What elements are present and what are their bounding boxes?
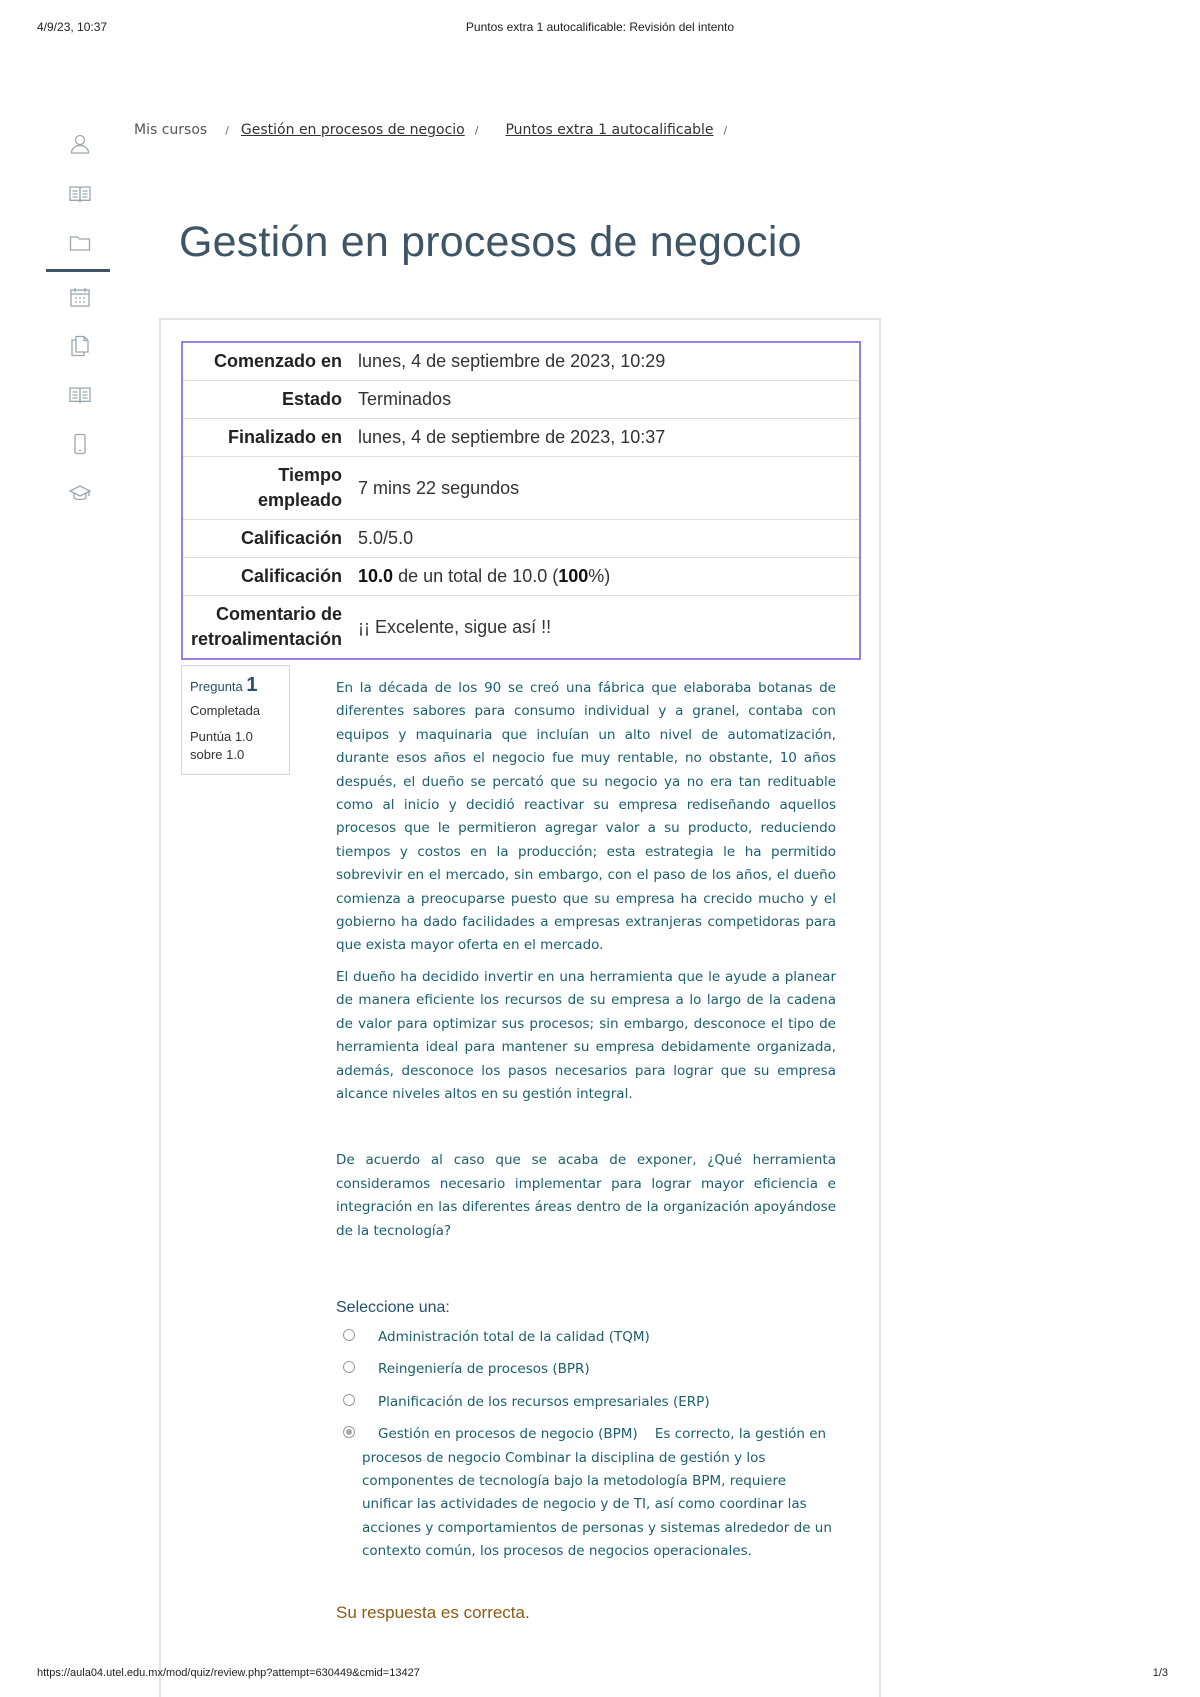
print-page-number: 1/3 [1152,1667,1168,1679]
time-label: Tiempo empleado [258,465,343,510]
answer-option-label: Reingeniería de procesos (BPR) [378,1361,590,1378]
calendar-icon [68,285,92,309]
sidebar-item-documents[interactable] [40,326,120,366]
answer-options [340,1326,840,1573]
question-number-value: 1 [246,674,258,696]
sidebar-item-mobile[interactable] [40,424,120,464]
started-value: lunes, 4 de septiembre de 2023, 10:29 [358,351,666,371]
marks-value: 5.0/5.0 [358,528,414,548]
marks-label: Calificación [241,528,343,548]
answer-option-label: Gestión en procesos de negocio (BPM) [378,1426,638,1443]
summary-row-finished [182,419,860,457]
state-label: Estado [282,389,343,409]
print-footer [0,1667,1200,1687]
graduation-cap-icon [68,481,92,505]
sidebar-active-indicator [46,269,110,272]
question-label: Pregunta [190,679,243,694]
answer-option[interactable] [340,1358,840,1381]
breadcrumb-my-courses[interactable]: Mis cursos [134,122,208,138]
radio-button-checked[interactable] [343,1426,355,1438]
state-value: Terminados [358,389,452,409]
print-datetime: 4/9/23, 10:37 [37,20,108,34]
sidebar-item-profile[interactable] [40,124,120,164]
folder-icon [68,231,92,255]
feedback-label: Comentario de retroalimentación [191,604,343,649]
page-title: Gestión en procesos de negocio [179,218,802,266]
book-icon [68,182,92,206]
question-paragraph: De acuerdo al caso que se acaba de exponer, ¿Qué herramienta consideramos necesario implementar para lograr mayor eficiencia e integración en las diferentes áreas dentro de la organización apoyándose de la tecnología? [336,1152,836,1239]
book-open-icon [68,383,92,407]
radio-button[interactable] [343,1329,355,1341]
question-number [190,674,281,697]
sidebar-item-files[interactable] [40,223,120,263]
sidebar-item-calendar[interactable] [40,277,120,317]
started-label: Comenzado en [214,351,343,371]
summary-row-time [182,457,860,520]
summary-row-marks [182,520,860,558]
answer-option-label: Planificación de los recursos empresariales (ERP) [378,1393,710,1410]
answer-option-body [362,1423,840,1563]
time-value: 7 mins 22 segundos [358,477,520,498]
answer-option-selected[interactable] [340,1423,840,1563]
breadcrumb-course-link[interactable]: Gestión en procesos de negocio [240,122,465,138]
summary-row-started [182,342,860,381]
print-url: https://aula04.utel.edu.mx/mod/quiz/review.php?attempt=630449&cmid=13427 [37,1667,420,1679]
answer-option[interactable] [340,1326,840,1349]
breadcrumb-separator: / [723,123,728,137]
print-header [0,20,1200,40]
finished-label: Finalizado en [228,427,343,447]
radio-button[interactable] [343,1361,355,1373]
summary-row-feedback [182,596,860,660]
answer-feedback: Es correcto, la gestión en procesos de negocio Combinar la disciplina de gestión y los componentes de tecnología bajo la metodología BPM, requiere unificar las actividades de negocio y de TI, así como coordinar las acciones y comportamientos de personas y sistemas alrededor de un contexto común, los procesos de negocios operacionales. [362,1426,832,1560]
answer-prompt: Seleccione una: [336,1299,450,1316]
grade-percent: 100 [558,566,589,586]
answer-option[interactable] [340,1391,840,1414]
sidebar-item-grades[interactable] [40,473,120,513]
question-grade: Puntúa 1.0 sobre 1.0 [190,729,253,762]
breadcrumb-separator: / [474,123,479,137]
question-paragraph: En la década de los 90 se creó una fábrica que elaboraba botanas de diferentes sabores para consumo individual y a granel, contaba con equipos y maquinaria que incluían un alto nivel de automatización, durante esos años el negocio fue muy rentable, no obstante, 10 años después, el dueño se percató que su negocio ya no era tan redituable como al inicio y decidió reactivar su empresa rediseñando aquellos procesos que le permitieron agregar valor a su producto, reduciendo tiempos y costos en la producción; esta estrategia le ha permitido sobrevivir en el mercado, sin embargo, con el paso de los años, el dueño comienza a preocuparse puesto que su empresa ha crecido mucho y el gobierno ha dado facilidades a empresas extranjeras competidoras para que exista mayor oferta en el mercado. [336,680,836,954]
radio-button[interactable] [343,1394,355,1406]
grade-end: %) [588,566,611,586]
print-title: Puntos extra 1 autocalificable: Revisión del intento [465,20,735,34]
feedback-value: ¡¡ Excelente, sigue así !! [358,616,552,637]
summary-row-grade [182,558,860,596]
grade-mid: de un total de 10.0 ( [398,566,559,586]
grade-score: 10.0 [358,566,394,586]
grade-value [350,558,860,596]
documents-icon [68,334,92,358]
question-state: Completada [190,703,261,718]
finished-value: lunes, 4 de septiembre de 2023, 10:37 [358,427,666,447]
answer-option-label: Administración total de la calidad (TQM) [378,1329,650,1345]
user-icon [68,132,92,156]
mobile-icon [68,432,92,456]
question-text [336,677,836,1251]
summary-row-state [182,381,860,419]
breadcrumb-quiz-link[interactable]: Puntos extra 1 autocalificable [505,122,714,138]
result-message: Su respuesta es correcta. [336,1603,530,1622]
sidebar-item-courses[interactable] [40,174,120,214]
breadcrumb [134,122,739,138]
grade-label: Calificación [241,566,343,586]
sidebar-item-library[interactable] [40,375,120,415]
attempt-summary-table [181,341,861,660]
question-paragraph: El dueño ha decidido invertir en una herramienta que le ayude a planear de manera eficiente los recursos de su empresa a lo largo de la cadena de valor para optimizar sus procesos; sin embargo, desconoce el tipo de herramienta ideal para mantener su empresa debidamente organizada, además, desconoce los pasos necesarios para lograr que su empresa alcance niveles altos en su gestión integral. [336,968,836,1102]
breadcrumb-separator: / [225,123,229,137]
question-info-box [181,665,290,775]
